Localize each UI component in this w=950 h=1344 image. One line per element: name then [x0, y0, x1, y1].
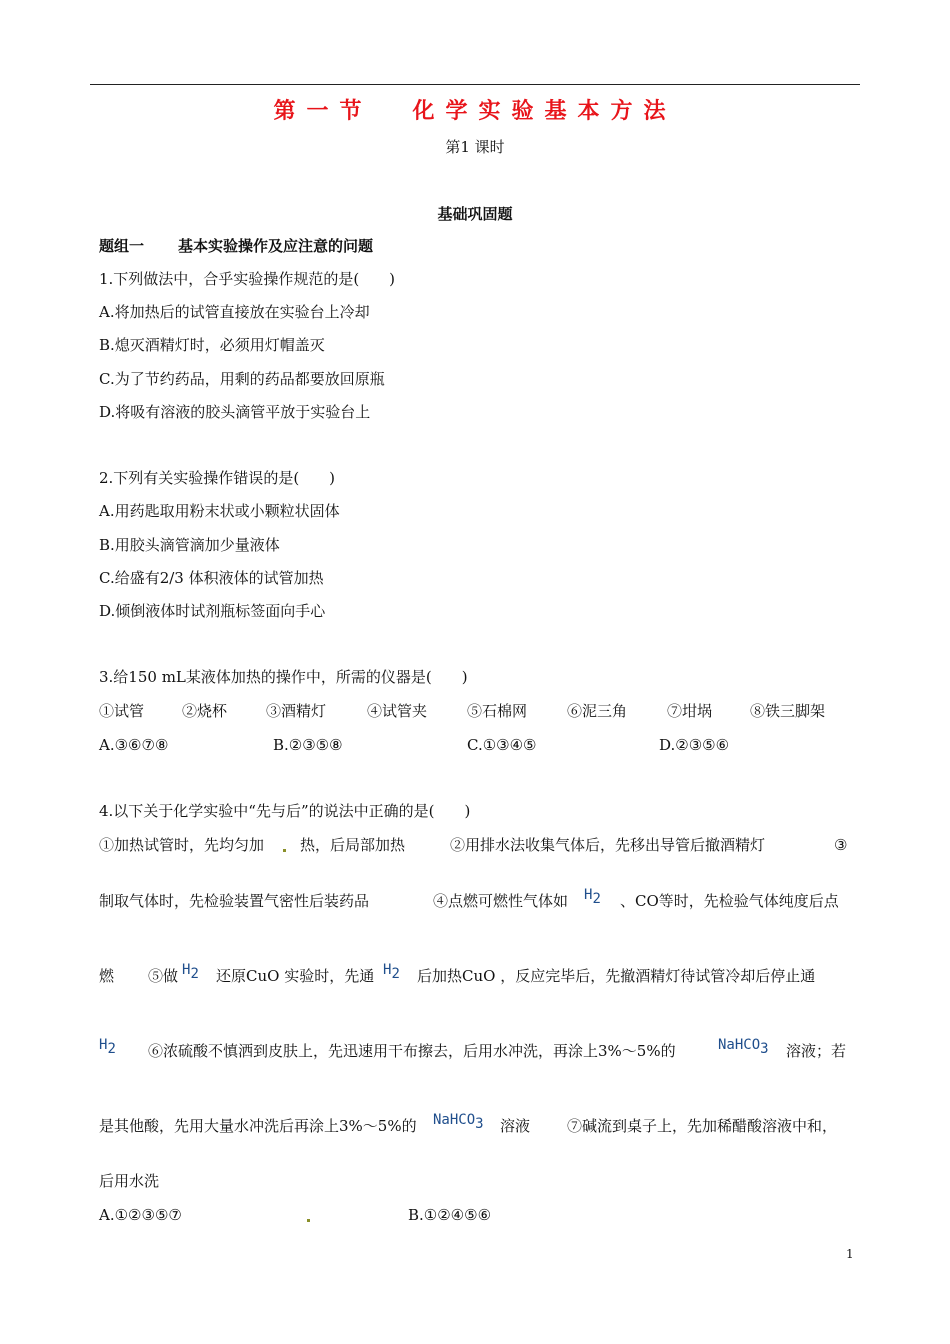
- h2-formula-sub: 2: [107, 1041, 116, 1057]
- group-title: 基本实验操作及应注意的问题: [178, 237, 374, 255]
- q1-option-a: A.将加热后的试管直接放在实验台上冷却: [99, 303, 370, 321]
- q4-text: 是其他酸，先用大量水冲洗后再涂上3%～5%的: [99, 1117, 417, 1135]
- h2-formula: [584, 887, 601, 917]
- q4-text: ⑤做: [148, 967, 179, 985]
- page-number: 1: [846, 1247, 854, 1261]
- h2-formula: [383, 962, 400, 992]
- h2-formula-sub: 2: [391, 966, 400, 982]
- q1-stem: 1.下列做法中，合乎实验操作规范的是( ): [99, 270, 396, 288]
- group-label: 题组一: [99, 237, 145, 255]
- h2-formula-text: H: [383, 962, 392, 978]
- h2-formula-text: H: [182, 962, 191, 978]
- q4-text: 还原CuO 实验时，先通: [216, 967, 375, 985]
- q3-item: ⑥泥三角: [567, 702, 628, 720]
- h2-formula: [99, 1037, 116, 1067]
- q3-item: ③酒精灯: [266, 702, 327, 720]
- page-title: [0, 94, 950, 125]
- q4-option-b: B.①②④⑤⑥: [408, 1206, 492, 1224]
- group-heading: [99, 235, 373, 257]
- q1-option-d: D.将吸有溶液的胶头滴管平放于实验台上: [99, 403, 371, 421]
- q3-item: ⑧铁三脚架: [750, 702, 826, 720]
- title-part-1: 第一节: [273, 99, 373, 124]
- q4-text: 热，后局部加热: [300, 836, 406, 854]
- q4-text: ②用排水法收集气体后，先移出导管后撤酒精灯: [450, 836, 766, 854]
- header-rule: [90, 84, 860, 85]
- lesson-subtitle: 第1 课时: [445, 138, 505, 156]
- q4-line-6: 后用水洗: [99, 1172, 160, 1190]
- nahco3-formula: [718, 1037, 769, 1067]
- q1-option-b: B.熄灭酒精灯时，必须用灯帽盖灭: [99, 336, 325, 354]
- q2-option-d: D.倾倒液体时试剂瓶标签面向手心: [99, 602, 326, 620]
- nahco3-formula-text: NaHCO: [718, 1037, 761, 1053]
- q4-text: 溶液: [500, 1117, 531, 1135]
- q4-stem: 4.以下关于化学实验中“先与后”的说法中正确的是( ): [99, 802, 471, 820]
- q2-option-a: A.用药匙取用粉末状或小颗粒状固体: [99, 502, 340, 520]
- q4-text: 制取气体时，先检验装置气密性后装药品: [99, 892, 370, 910]
- q3-option-d: D.②③⑤⑥: [659, 736, 730, 754]
- q4-text: ③: [834, 836, 848, 854]
- q3-item: ⑤石棉网: [467, 702, 528, 720]
- q4-text: ①加热试管时，先均匀加: [99, 836, 265, 854]
- nahco3-formula: [433, 1112, 484, 1142]
- h2-formula-sub: 2: [592, 891, 601, 907]
- q3-item: ⑦坩埚: [667, 702, 713, 720]
- q4-text: 、CO等时，先检验气体纯度后点: [620, 892, 839, 910]
- q4-text: ⑦碱流到桌子上，先加稀醋酸溶液中和，: [567, 1117, 838, 1135]
- h2-formula: [182, 962, 199, 992]
- h2-formula-text: H: [584, 887, 593, 903]
- stray-dot: [283, 849, 286, 852]
- q4-text: 溶液；若: [786, 1042, 847, 1060]
- q3-option-a: A.③⑥⑦⑧: [99, 736, 169, 754]
- q3-option-c: C.①③④⑤: [467, 736, 537, 754]
- nahco3-formula-sub: 3: [475, 1116, 484, 1132]
- nahco3-formula-sub: 3: [760, 1041, 769, 1057]
- q3-item: ④试管夹: [367, 702, 428, 720]
- stray-dot: [307, 1219, 310, 1222]
- q2-stem: 2.下列有关实验操作错误的是( ): [99, 469, 336, 487]
- q1-option-c: C.为了节约药品，用剩的药品都要放回原瓶: [99, 370, 385, 388]
- q4-option-a: A.①②③⑤⑦: [99, 1206, 182, 1224]
- q4-text: ④点燃可燃性气体如: [433, 892, 569, 910]
- q3-option-b: B.②③⑤⑧: [273, 736, 343, 754]
- h2-formula-text: H: [99, 1037, 108, 1053]
- title-part-2: 化学实验基本方法: [412, 99, 677, 124]
- q4-text: 燃: [99, 967, 115, 985]
- q4-text: 后加热CuO ，反应完毕后，先撤酒精灯待试管冷却后停止通: [417, 967, 816, 985]
- section-heading: 基础巩固题: [437, 205, 513, 223]
- q4-text: ⑥浓硫酸不慎洒到皮肤上，先迅速用干布擦去，后用水冲洗，再涂上3%～5%的: [148, 1042, 676, 1060]
- h2-formula-sub: 2: [190, 966, 199, 982]
- q2-option-c: C.给盛有2/3 体积液体的试管加热: [99, 569, 324, 587]
- q2-option-b: B.用胶头滴管滴加少量液体: [99, 536, 280, 554]
- q3-stem: 3.给150 mL某液体加热的操作中，所需的仪器是( ): [99, 668, 468, 686]
- nahco3-formula-text: NaHCO: [433, 1112, 476, 1128]
- q3-item: ②烧杯: [182, 702, 228, 720]
- q3-item: ①试管: [99, 702, 145, 720]
